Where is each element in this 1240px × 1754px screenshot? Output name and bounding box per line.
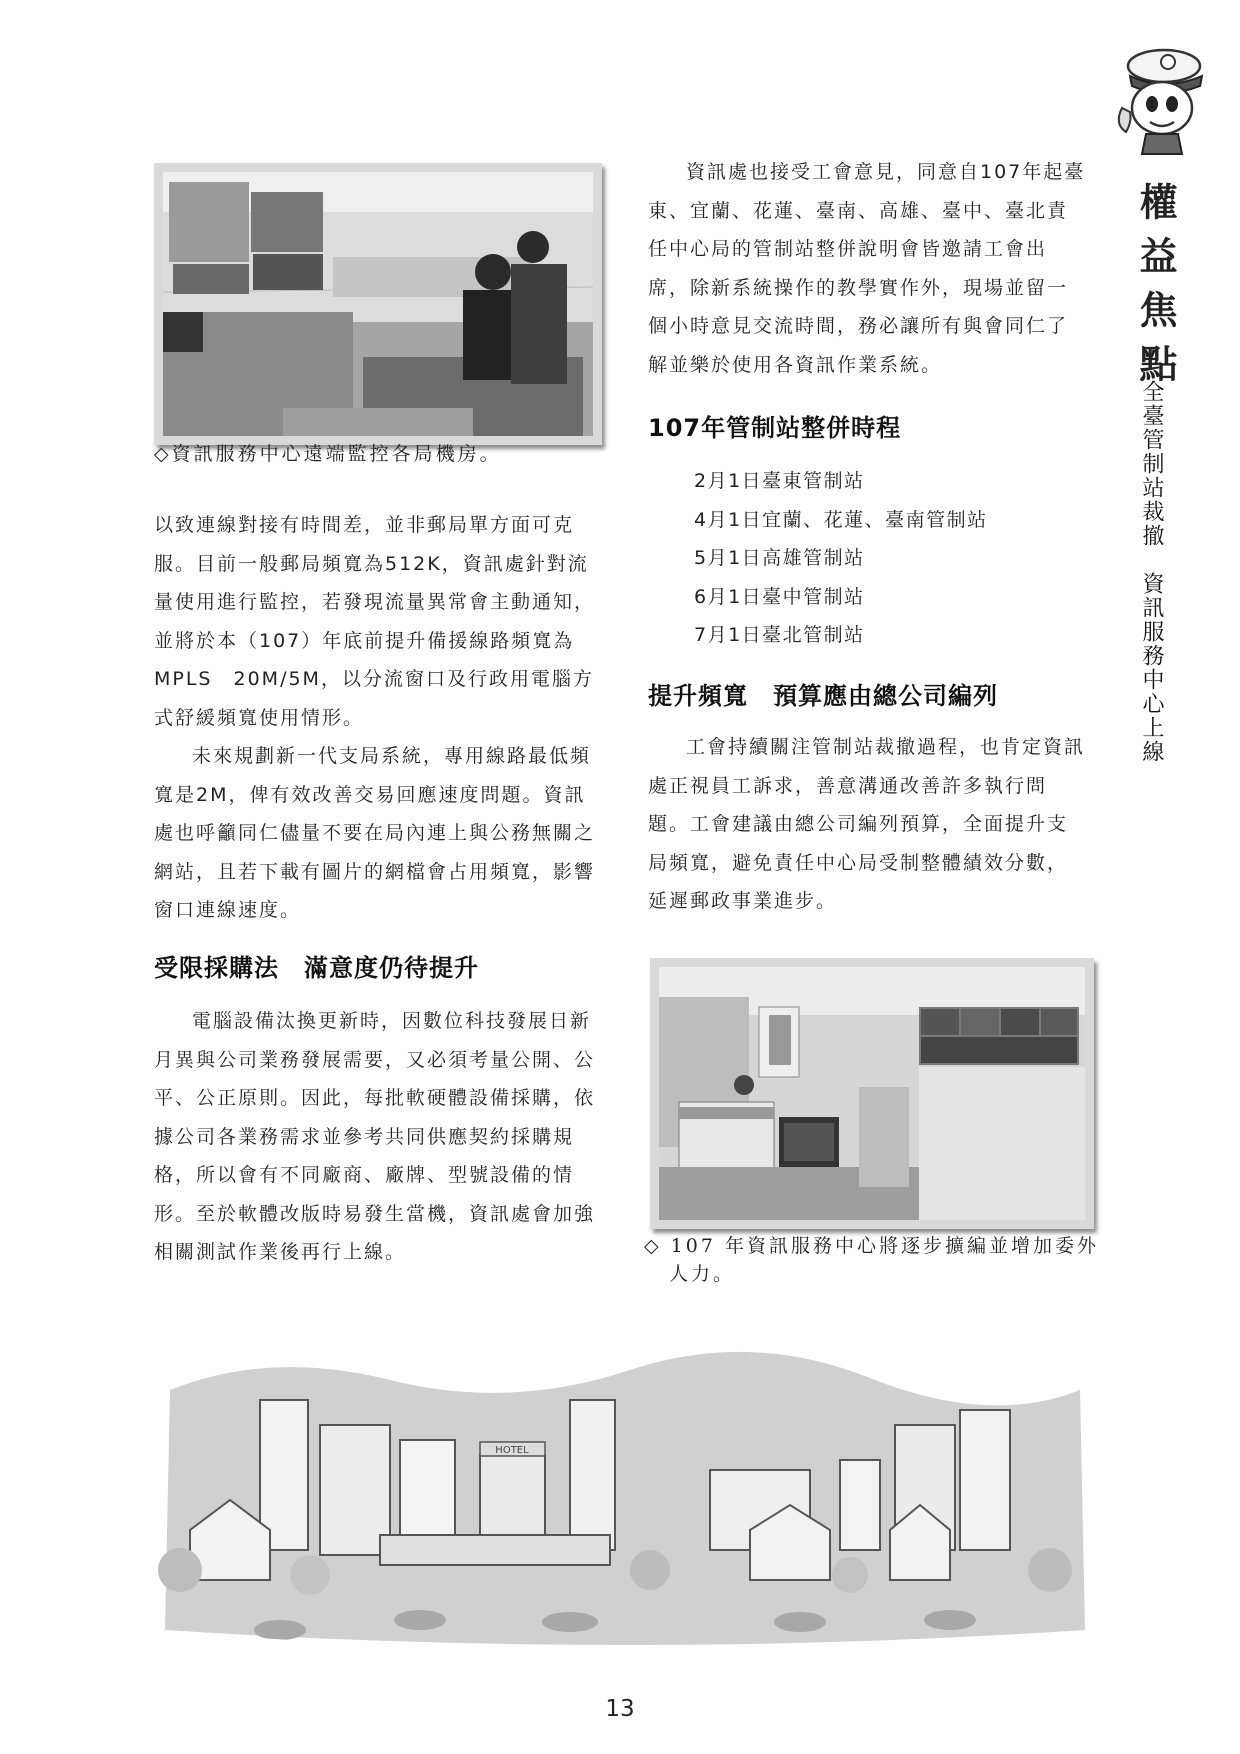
- schedule-item: 7月1日臺北管制站: [694, 624, 865, 646]
- photo-caption-left: ◇資訊服務中心遠端監控各局機房。: [154, 443, 502, 465]
- paragraph: 工會持續關注管制站裁撤過程，也肯定資訊處正視員工訴求，善意溝通改善許多執行問題。工會建議由總公司編列預算，全面提升支局頻寬，避免責任中心局受制整體績效分數，延遲郵政事業進步。: [648, 736, 1086, 912]
- right-intro-paragraph: [648, 153, 1088, 384]
- page-number: 13: [605, 1696, 635, 1722]
- schedule-item: 6月1日臺中管制站: [694, 585, 865, 608]
- paragraph: 電腦設備汰換更新時，因數位科技發展日新月異與公司業務發展需要，又必須考量公開、公平、公正原則。因此，每批軟硬體設備採購，依據公司各業務需求並參考共同供應契約採購規格，所以會有不同廠商、廠牌、型號設備的情形。至於軟體改版時易發生當機，資訊處會加強相關測試作業後再行上線。: [154, 1010, 596, 1263]
- section-heading-bandwidth: 提升頻寬 預算應由總公司編列: [648, 682, 998, 710]
- right-paragraph-2: [648, 728, 1088, 921]
- left-paragraph-1: [154, 506, 596, 930]
- monitoring-room-photo: [154, 163, 602, 445]
- schedule-item: 2月1日臺東管制站: [694, 470, 865, 492]
- mascot-illustration: [1112, 46, 1208, 158]
- schedule-list: [694, 466, 988, 659]
- section-title: 權益焦點: [1133, 182, 1178, 398]
- schedule-heading: 107年管制站整併時程: [648, 414, 902, 442]
- service-center-office-photo: [650, 958, 1094, 1229]
- photo-caption-right: [644, 1232, 1100, 1288]
- article-title: 全臺管制站裁撤 資訊服務中心上線: [1139, 380, 1164, 764]
- caption-line: ◇ 107 年資訊服務中心將逐步擴編並增加委外: [644, 1235, 1099, 1257]
- left-paragraph-2: [154, 1002, 596, 1272]
- paragraph: 未來規劃新一代支局系統，專用線路最低頻寬是2M，俾有效改善交易回應速度問題。資訊處也呼籲同仁儘量不要在局內連上與公務無關之網站，且若下載有圖片的網檔會占用頻寬，影響窗口連線速度。: [154, 745, 596, 921]
- paragraph: 以致連線對接有時間差，並非郵局單方面可克服。目前一般郵局頻寬為512K，資訊處針對流量使用進行監控，若發現流量異常會主動通知，並將於本（107）年底前提升備援線路頻寬為MPLS 20M/5M，以分流窗口及行政用電腦方式舒緩頻寬使用情形。: [154, 514, 596, 729]
- schedule-item: 5月1日高雄管制站: [694, 547, 865, 569]
- section-heading-procurement: 受限採購法 滿意度仍待提升: [154, 954, 479, 982]
- paragraph: 資訊處也接受工會意見，同意自107年起臺東、宜蘭、花蓮、臺南、高雄、臺中、臺北責任中心局的管制站整併說明會皆邀請工會出席，除新系統操作的教學實作外，現場並留一個小時意見交流時間，務必讓所有與會同仁了解並樂於使用各資訊作業系統。: [648, 161, 1086, 376]
- hotel-sign: HOTEL: [495, 1445, 529, 1456]
- caption-line: 人力。: [669, 1263, 736, 1285]
- schedule-item: 4月1日宜蘭、花蓮、臺南管制站: [694, 508, 988, 531]
- city-skyline-illustration: [150, 1330, 1100, 1650]
